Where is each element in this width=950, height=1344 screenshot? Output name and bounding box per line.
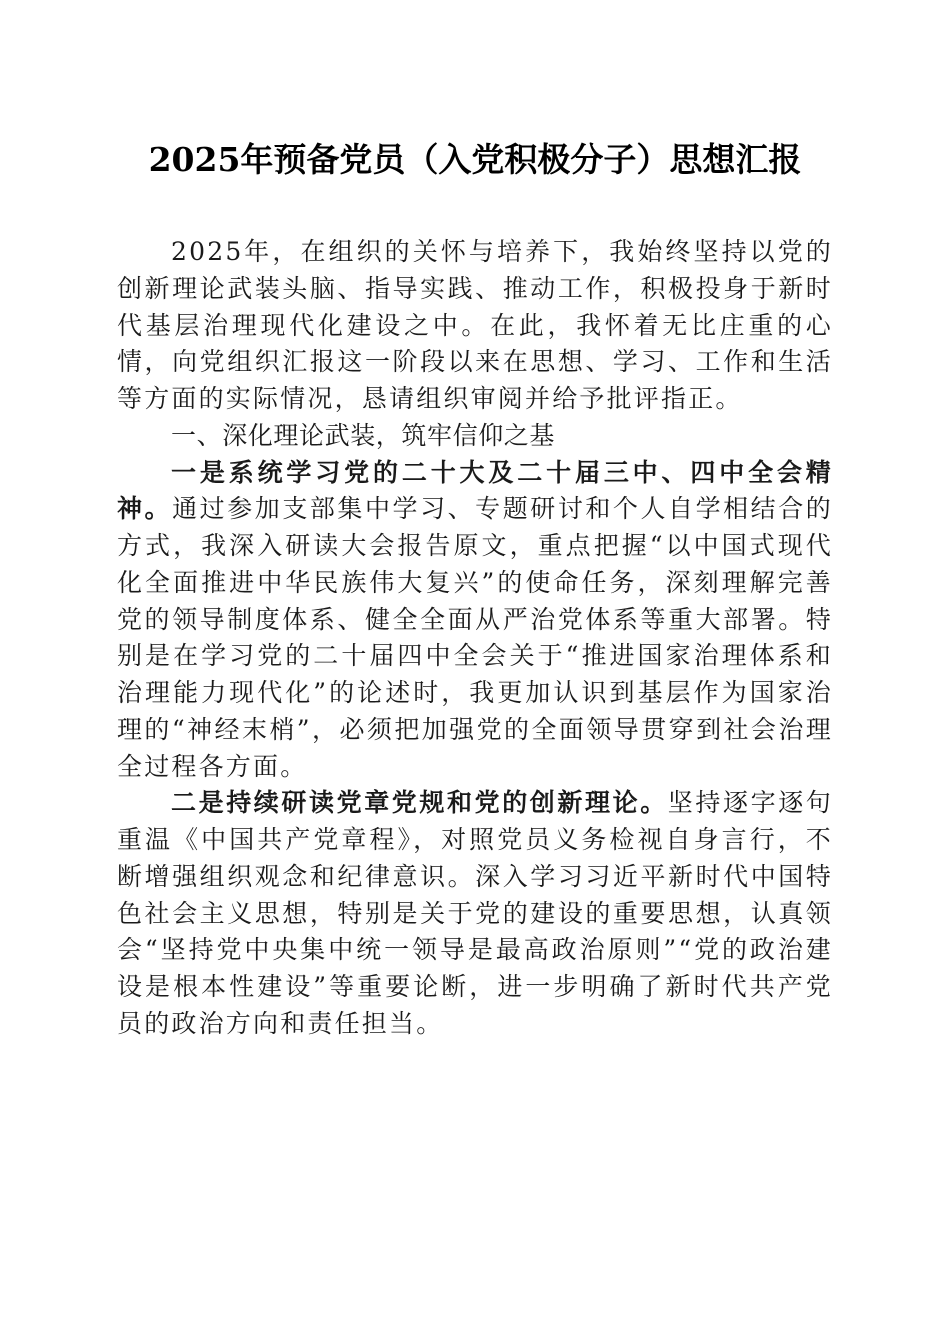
paragraph-text: 2025年，在组织的关怀与培养下，我始终坚持以党的创新理论武装头脑、指导实践、推动工作，积极投身于新时代基层治理现代化建设之中。在此，我怀着无比庄重的心情，向党组织汇报这一阶段以来在思想、学习、工作和生活等方面的实际情况，恳请组织审阅并给予批评指正。 [117,237,833,413]
intro-paragraph [117,234,833,418]
document-title: 2025年预备党员（入党积极分子）思想汇报 [148,140,802,179]
paragraph-lead: 一是系统学习党的二十大及二十届三中、四中全会精神。 [117,457,833,524]
body-paragraph [117,785,833,1042]
paragraph-lead: 二是持续研读党章党规和党的创新理论。 [171,788,668,818]
paragraph-text: 通过参加支部集中学习、专题研讨和个人自学相结合的方式，我深入研读大会报告原文，重点把握“以中国式现代化全面推进中华民族伟大复兴”的使命任务，深刻理解完善党的领导制度体系、健全全面从严治党体系等重大部署。特别是在学习党的二十届四中全会关于“推进国家治理体系和治理能力现代化”的论述时，我更加认识到基层作为国家治理的“神经末梢”，必须把加强党的全面领导贯穿到社会治理全过程各方面。 [117,494,833,781]
section-heading: 一、深化理论武装，筑牢信仰之基 [171,420,556,450]
paragraph-text: 坚持逐字逐句重温《中国共产党章程》，对照党员义务检视自身言行，不断增强组织观念和纪律意识。深入学习习近平新时代中国特色社会主义思想，特别是关于党的建设的重要思想，认真领会“坚持党中央集中统一领导是最高政治原则”“党的政治建设是根本性建设”等重要论断，进一步明确了新时代共产党员的政治方向和责任担当。 [117,788,833,1038]
body-paragraph [117,455,833,786]
document-body [117,234,833,1043]
